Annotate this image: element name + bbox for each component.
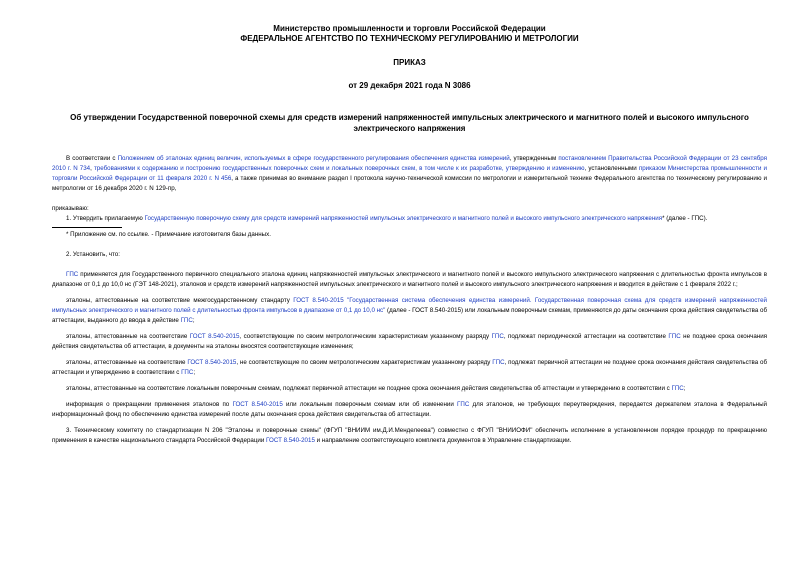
link-gost-8540[interactable]: ГОСТ 8.540-2015 <box>189 333 240 340</box>
paragraph-gps: ГПС применяется для Государственного первичного специального эталона единиц напряженностей импульсных электрического и магнитного полей и высокого импульсного электрического напряжения с длительностью фронта импульсов в диапазоне от 0,1 до 10,0 нс (ГЭТ 148-2021), эталонов и средств измерений напряженностей импульсных электрического и магнитного полей и высокого импульсного электрического напряжения и вводится в действие с 1 февраля 2022 г.; <box>52 271 767 288</box>
footnote: * Приложение см. по ссылке. - Примечание изготовителя базы данных. <box>66 231 271 238</box>
prikazyvayu: приказываю: <box>52 205 89 212</box>
paragraph-etalony-3: эталоны, аттестованные на соответствие ГОСТ 8.540-2015, не соответствующие по своим метрологическим характеристикам указанному разряду ГПС, подлежат первичной аттестации не позднее срока окончания действия свидетельства об аттестации и утверждению в соответствии с ГПС; <box>52 359 768 376</box>
link-gps-scheme[interactable]: Государственную поверочную схему для средств измерений напряженностей импульсных электрического и магнитного полей и высокого импульсного электрического напряжения <box>144 215 663 222</box>
link-gps[interactable]: ГПС <box>492 359 505 366</box>
link-regulation-etalons[interactable]: Положением об эталонах единиц величин, используемых в сфере государственного регулирования обеспечения единства измерений <box>117 155 510 162</box>
intro-paragraph: В соответствии с Положением об эталонах единиц величин, используемых в сфере государственного регулирования обеспечения единства измерений, утвержденным постановлением Правительства Российской Федерации от 23 сентября 2010 г. N 734, требованиями к содержанию и построению государственных поверочных схем и локальных поверочных схем, в том числе к их разработке, утверждению и изменению, установленными приказом Министерства промышленности и торговли Российской Федерации от 11 февраля 2020 г. N 456, а также принимая во внимание раздел I протокола научно-технической комиссии по метрологии и измерительной технике Федерального агентства по техническому регулированию и метрологии от 16 декабря 2020 г. N 129-пр, <box>52 155 768 192</box>
link-gost-8540[interactable]: ГОСТ 8.540-2015 <box>232 401 283 408</box>
agency-line: ФЕДЕРАЛЬНОЕ АГЕНТСТВО ПО ТЕХНИЧЕСКОМУ РЕГУЛИРОВАНИЮ И МЕТРОЛОГИИ <box>240 34 579 43</box>
paragraph-etalony-1: эталоны, аттестованные на соответствие межгосударственному стандарту ГОСТ 8.540-2015 "Государственная система обеспечения единства измерений. Государственная поверочная схема для средств измерений напряженностей импульсных электрического и магнитного полей с длительностью фронта импульсов в диапазоне от 0,1 до 10,0 нс" (далее - ГОСТ 8.540-2015) или локальным поверочным схемам, применяются до даты окончания срока действия свидетельства об аттестации, выданного до ввода в действие ГПС; <box>52 297 767 324</box>
link-gps[interactable]: ГПС <box>180 317 193 324</box>
item-1: 1. Утвердить прилагаемую Государственную поверочную схему для средств измерений напряженностей импульсных электрического и магнитного полей и высокого импульсного электрического напряжения* (далее - ГПС). <box>66 215 708 222</box>
link-gps[interactable]: ГПС <box>668 333 681 340</box>
link-gost-8540[interactable]: ГОСТ 8.540-2015 <box>187 359 237 366</box>
item-3: 3. Техническому комитету по стандартизации N 206 "Эталоны и поверочные схемы" (ФГУП "ВНИИМ им.Д.И.Менделеева") совместно с ФГУП "ВНИИОФИ" обеспечить исполнение в установленном порядке процедур по прекращению применения в качестве национального стандарта Российской Федерации ГОСТ 8.540-2015 и направление соответствующего комплекта документов в Управление стандартизации. <box>52 427 767 444</box>
link-government-decree[interactable]: постановлением Правительства Российской Федерации от 23 сентября 2010 г. N 734 <box>52 155 767 172</box>
doc-title: Об утверждении Государственной поверочной схемы для средств измерений напряженностей импульсных электрического и магнитного полей и высокого импульсного электрического напряжения <box>70 113 749 133</box>
link-gost-8540[interactable]: ГОСТ 8.540-2015 <box>266 437 315 444</box>
doc-date-number: от 29 декабря 2021 года N 3086 <box>348 81 471 90</box>
link-gost-8540-full[interactable]: ГОСТ 8.540-2015 "Государственная система обеспечения единства измерений. Государственная поверочная схема для средств измерений напряженностей импульсных электрического и магнитного полей с длительностью фронта импульсов в диапазоне от 0,1 до 10,0 нс" <box>52 297 767 314</box>
link-gps[interactable]: ГПС <box>457 401 470 408</box>
paragraph-info: информация о прекращении применения эталонов по ГОСТ 8.540-2015 или локальным поверочным схемам или об изменении ГПС для эталонов, не требующих переутверждения, передается держателем эталона в Федеральный информационный фонд по обеспечению единства измерений после даты окончания срока действия свидетельства об аттестации. <box>52 401 767 418</box>
item-2: 2. Установить, что: <box>66 251 120 258</box>
link-ministry-order[interactable]: приказом Министерства промышленности и торговли Российской Федерации от 11 февраля 2020 г. N 456 <box>52 165 768 182</box>
link-requirements[interactable]: требованиями к содержанию и построению государственных поверочных схем и локальных поверочных схем, в том числе к их разработке, утверждению и изменению <box>93 165 585 172</box>
paragraph-etalony-4: эталоны, аттестованные на соответствие локальным поверочным схемам, подлежат первичной аттестации не позднее срока окончания действия свидетельства об аттестации и утверждению в соответствии с ГПС; <box>66 385 686 392</box>
footnote-separator <box>52 227 122 228</box>
doc-type: ПРИКАЗ <box>393 58 426 67</box>
link-gps[interactable]: ГПС <box>491 333 504 340</box>
link-gps[interactable]: ГПС <box>181 369 194 376</box>
link-gps[interactable]: ГПС <box>671 385 684 392</box>
ministry-line: Министерство промышленности и торговли Российской Федерации <box>273 24 546 33</box>
paragraph-etalony-2: эталоны, аттестованные на соответствие ГОСТ 8.540-2015, соответствующие по своим метрологическим характеристикам указанному разряду ГПС, подлежат периодической аттестации на соответствие ГПС не позднее срока окончания действия свидетельства об аттестации, в документы на эталоны вносятся соответствующие изменения; <box>52 333 768 350</box>
link-gps[interactable]: ГПС <box>66 271 79 278</box>
